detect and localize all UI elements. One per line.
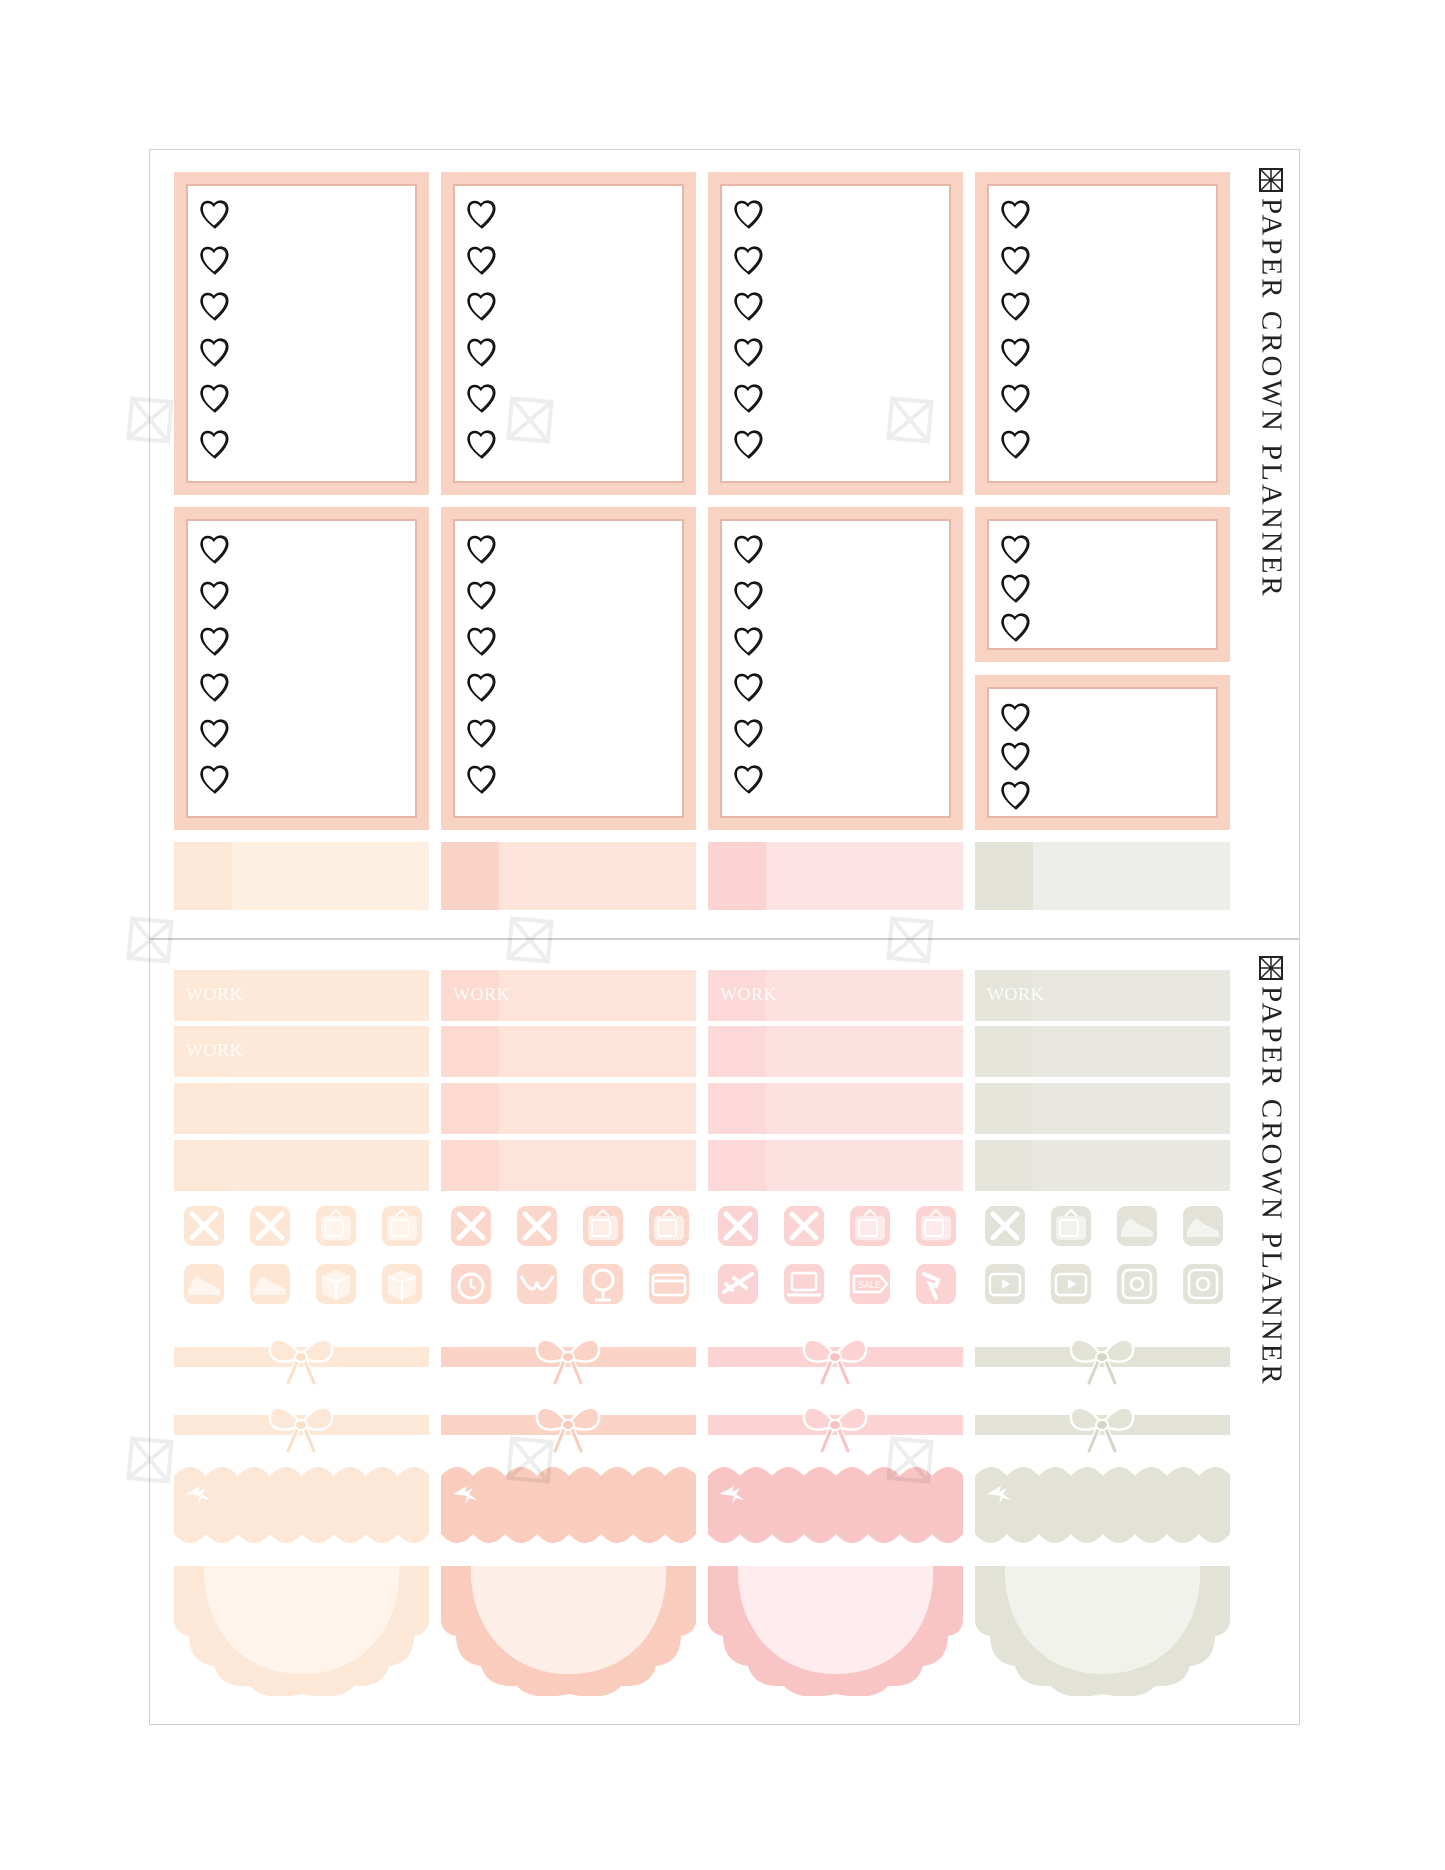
work-label: WORK — [720, 984, 777, 1004]
checklist-writing-area — [453, 184, 684, 483]
header-label-tab — [975, 1083, 1033, 1134]
heart-checkbox-icon — [732, 334, 766, 370]
svg-text:SALE: SALE — [858, 1280, 882, 1290]
heart-checkbox-icon — [198, 196, 232, 232]
header-label-row — [441, 1140, 696, 1191]
tv-icon — [914, 1204, 958, 1248]
heart-checklist — [465, 196, 499, 462]
tv-icon — [1049, 1204, 1093, 1248]
heart-checklist — [198, 531, 232, 797]
heart-checklist — [732, 196, 766, 462]
youtube-icon — [983, 1262, 1027, 1306]
bow-icon — [531, 1397, 605, 1455]
heart-checklist — [465, 531, 499, 797]
heart-checkbox-icon — [198, 288, 232, 324]
tv-icon — [848, 1204, 892, 1248]
bow-icon — [798, 1397, 872, 1455]
instagram-icon — [1115, 1262, 1159, 1306]
crown-logo-icon — [1259, 956, 1283, 980]
youtube-icon — [1049, 1262, 1093, 1306]
heart-checkbox-icon — [732, 531, 766, 567]
checklist-box — [975, 172, 1230, 495]
tv-icon — [581, 1204, 625, 1248]
heart-checkbox-icon — [732, 242, 766, 278]
sale-tag-icon — [848, 1262, 892, 1306]
airplane-icon — [716, 1262, 760, 1306]
checklist-writing-area — [987, 519, 1218, 650]
color-strip-tab — [174, 842, 232, 910]
utensils-icon — [716, 1204, 760, 1248]
color-strip — [708, 842, 963, 910]
heart-checkbox-icon — [465, 761, 499, 797]
heart-checkbox-icon — [465, 288, 499, 324]
color-strip — [174, 842, 429, 910]
heart-checkbox-icon — [198, 669, 232, 705]
checklist-box — [174, 172, 429, 495]
heart-checkbox-icon — [732, 669, 766, 705]
utensils-icon — [182, 1204, 226, 1248]
heart-checkbox-icon — [465, 531, 499, 567]
heart-checkbox-icon — [465, 623, 499, 659]
lingerie-icon — [515, 1262, 559, 1306]
scalloped-circle-label — [441, 1566, 696, 1696]
instagram-icon — [1181, 1262, 1225, 1306]
heart-checkbox-icon — [732, 761, 766, 797]
heart-checkbox-icon — [732, 577, 766, 613]
heart-checkbox-icon — [198, 715, 232, 751]
heart-checkbox-icon — [999, 334, 1033, 370]
heart-checkbox-icon — [198, 334, 232, 370]
checklist-writing-area — [720, 519, 951, 818]
heart-checkbox-icon — [999, 699, 1033, 735]
color-strip — [441, 842, 696, 910]
header-label-tab — [441, 1083, 499, 1134]
heart-checkbox-icon — [999, 777, 1033, 813]
work-label: WORK — [987, 984, 1044, 1004]
header-label-tab — [441, 1140, 499, 1191]
heart-checkbox-icon — [999, 242, 1033, 278]
checklist-box — [975, 675, 1230, 830]
header-label-row — [441, 1083, 696, 1134]
heart-checkbox-icon — [198, 623, 232, 659]
header-label-row — [174, 1140, 429, 1191]
work-label: WORK — [453, 984, 510, 1004]
heart-checkbox-icon — [465, 380, 499, 416]
heart-checkbox-icon — [198, 577, 232, 613]
heart-checkbox-icon — [732, 380, 766, 416]
heart-checkbox-icon — [999, 288, 1033, 324]
heart-checklist — [999, 196, 1033, 462]
heart-checkbox-icon — [198, 426, 232, 462]
bow-icon — [1065, 1397, 1139, 1455]
bow-icon — [798, 1329, 872, 1387]
header-label-row — [708, 1026, 963, 1077]
color-strip-tab — [975, 842, 1033, 910]
checklist-writing-area — [186, 184, 417, 483]
checklist-writing-area — [720, 184, 951, 483]
alarm-clock-icon — [449, 1262, 493, 1306]
package-icon — [314, 1262, 358, 1306]
checklist-writing-area — [186, 519, 417, 818]
work-label: WORK — [186, 984, 243, 1004]
package-icon — [380, 1262, 424, 1306]
heart-checkbox-icon — [465, 577, 499, 613]
checklist-box — [441, 507, 696, 830]
heart-checkbox-icon — [465, 334, 499, 370]
heart-checkbox-icon — [198, 242, 232, 278]
brand-stamp — [1251, 168, 1291, 599]
scalloped-label — [975, 1464, 1230, 1546]
header-label-row — [441, 1026, 696, 1077]
bow-icon — [1065, 1329, 1139, 1387]
scalloped-circle-label — [708, 1566, 963, 1696]
work-label: WORK — [186, 1040, 243, 1060]
scalloped-label — [174, 1464, 429, 1546]
heart-checkbox-icon — [999, 609, 1033, 645]
color-strip-tab — [441, 842, 499, 910]
heart-checkbox-icon — [465, 715, 499, 751]
scalloped-label — [708, 1464, 963, 1546]
heart-checkbox-icon — [732, 288, 766, 324]
brand-stamp — [1251, 956, 1291, 1387]
header-label-tab — [708, 1083, 766, 1134]
heart-checklist — [999, 531, 1033, 645]
color-strip — [975, 842, 1230, 910]
scalloped-label — [441, 1464, 696, 1546]
header-label-row — [708, 970, 963, 1021]
crown-logo-icon — [1259, 168, 1283, 192]
checklist-writing-area — [987, 184, 1218, 483]
scalloped-circle-label — [174, 1566, 429, 1696]
tv-icon — [314, 1204, 358, 1248]
bow-icon — [264, 1397, 338, 1455]
checklist-box — [441, 172, 696, 495]
trophy-icon — [581, 1262, 625, 1306]
heart-checklist — [999, 699, 1033, 813]
bow-icon — [531, 1329, 605, 1387]
sneaker-icon — [248, 1262, 292, 1306]
brand-name: PAPER CROWN PLANNER — [1255, 198, 1288, 599]
credit-card-icon — [647, 1262, 691, 1306]
heart-checkbox-icon — [999, 380, 1033, 416]
heart-checklist — [732, 531, 766, 797]
heart-checkbox-icon — [999, 570, 1033, 606]
sneaker-icon — [182, 1262, 226, 1306]
header-label-tab — [975, 1140, 1033, 1191]
tv-icon — [647, 1204, 691, 1248]
color-strip-tab — [708, 842, 766, 910]
heart-checkbox-icon — [732, 623, 766, 659]
utensils-icon — [248, 1204, 292, 1248]
heart-checkbox-icon — [465, 669, 499, 705]
bow-icon — [264, 1329, 338, 1387]
sneaker-icon — [1181, 1204, 1225, 1248]
heart-checkbox-icon — [732, 196, 766, 232]
heart-checkbox-icon — [732, 715, 766, 751]
sneaker-icon — [1115, 1204, 1159, 1248]
header-label-row — [975, 1083, 1230, 1134]
header-label-row — [975, 970, 1230, 1021]
checklist-box — [708, 172, 963, 495]
header-label-row — [708, 1140, 963, 1191]
header-label-tab — [708, 1140, 766, 1191]
header-label-tab — [441, 1026, 499, 1077]
heart-checkbox-icon — [999, 196, 1033, 232]
header-label-tab — [708, 1026, 766, 1077]
heart-checkbox-icon — [198, 761, 232, 797]
header-label-row — [975, 1026, 1230, 1077]
heart-checkbox-icon — [198, 531, 232, 567]
header-label-row — [708, 1083, 963, 1134]
heart-checkbox-icon — [999, 426, 1033, 462]
heart-checkbox-icon — [732, 426, 766, 462]
checklist-box — [975, 507, 1230, 662]
utensils-icon — [983, 1204, 1027, 1248]
heart-checkbox-icon — [465, 426, 499, 462]
scalloped-circle-label — [975, 1566, 1230, 1696]
utensils-icon — [782, 1204, 826, 1248]
header-label-tab — [174, 1083, 232, 1134]
header-label-row — [174, 1026, 429, 1077]
heart-checkbox-icon — [999, 531, 1033, 567]
heart-checkbox-icon — [198, 380, 232, 416]
checklist-box — [174, 507, 429, 830]
header-label-row — [975, 1140, 1230, 1191]
header-label-tab — [174, 1140, 232, 1191]
heart-checkbox-icon — [465, 242, 499, 278]
hair-dryer-icon — [914, 1262, 958, 1306]
heart-checkbox-icon — [999, 738, 1033, 774]
checklist-writing-area — [987, 687, 1218, 818]
heart-checklist — [198, 196, 232, 462]
checklist-box — [708, 507, 963, 830]
header-label-row — [441, 970, 696, 1021]
header-label-row — [174, 970, 429, 1021]
brand-name: PAPER CROWN PLANNER — [1255, 986, 1288, 1387]
laptop-icon — [782, 1262, 826, 1306]
utensils-icon — [515, 1204, 559, 1248]
heart-checkbox-icon — [465, 196, 499, 232]
utensils-icon — [449, 1204, 493, 1248]
header-label-tab — [975, 1026, 1033, 1077]
checklist-writing-area — [453, 519, 684, 818]
tv-icon — [380, 1204, 424, 1248]
header-label-row — [174, 1083, 429, 1134]
